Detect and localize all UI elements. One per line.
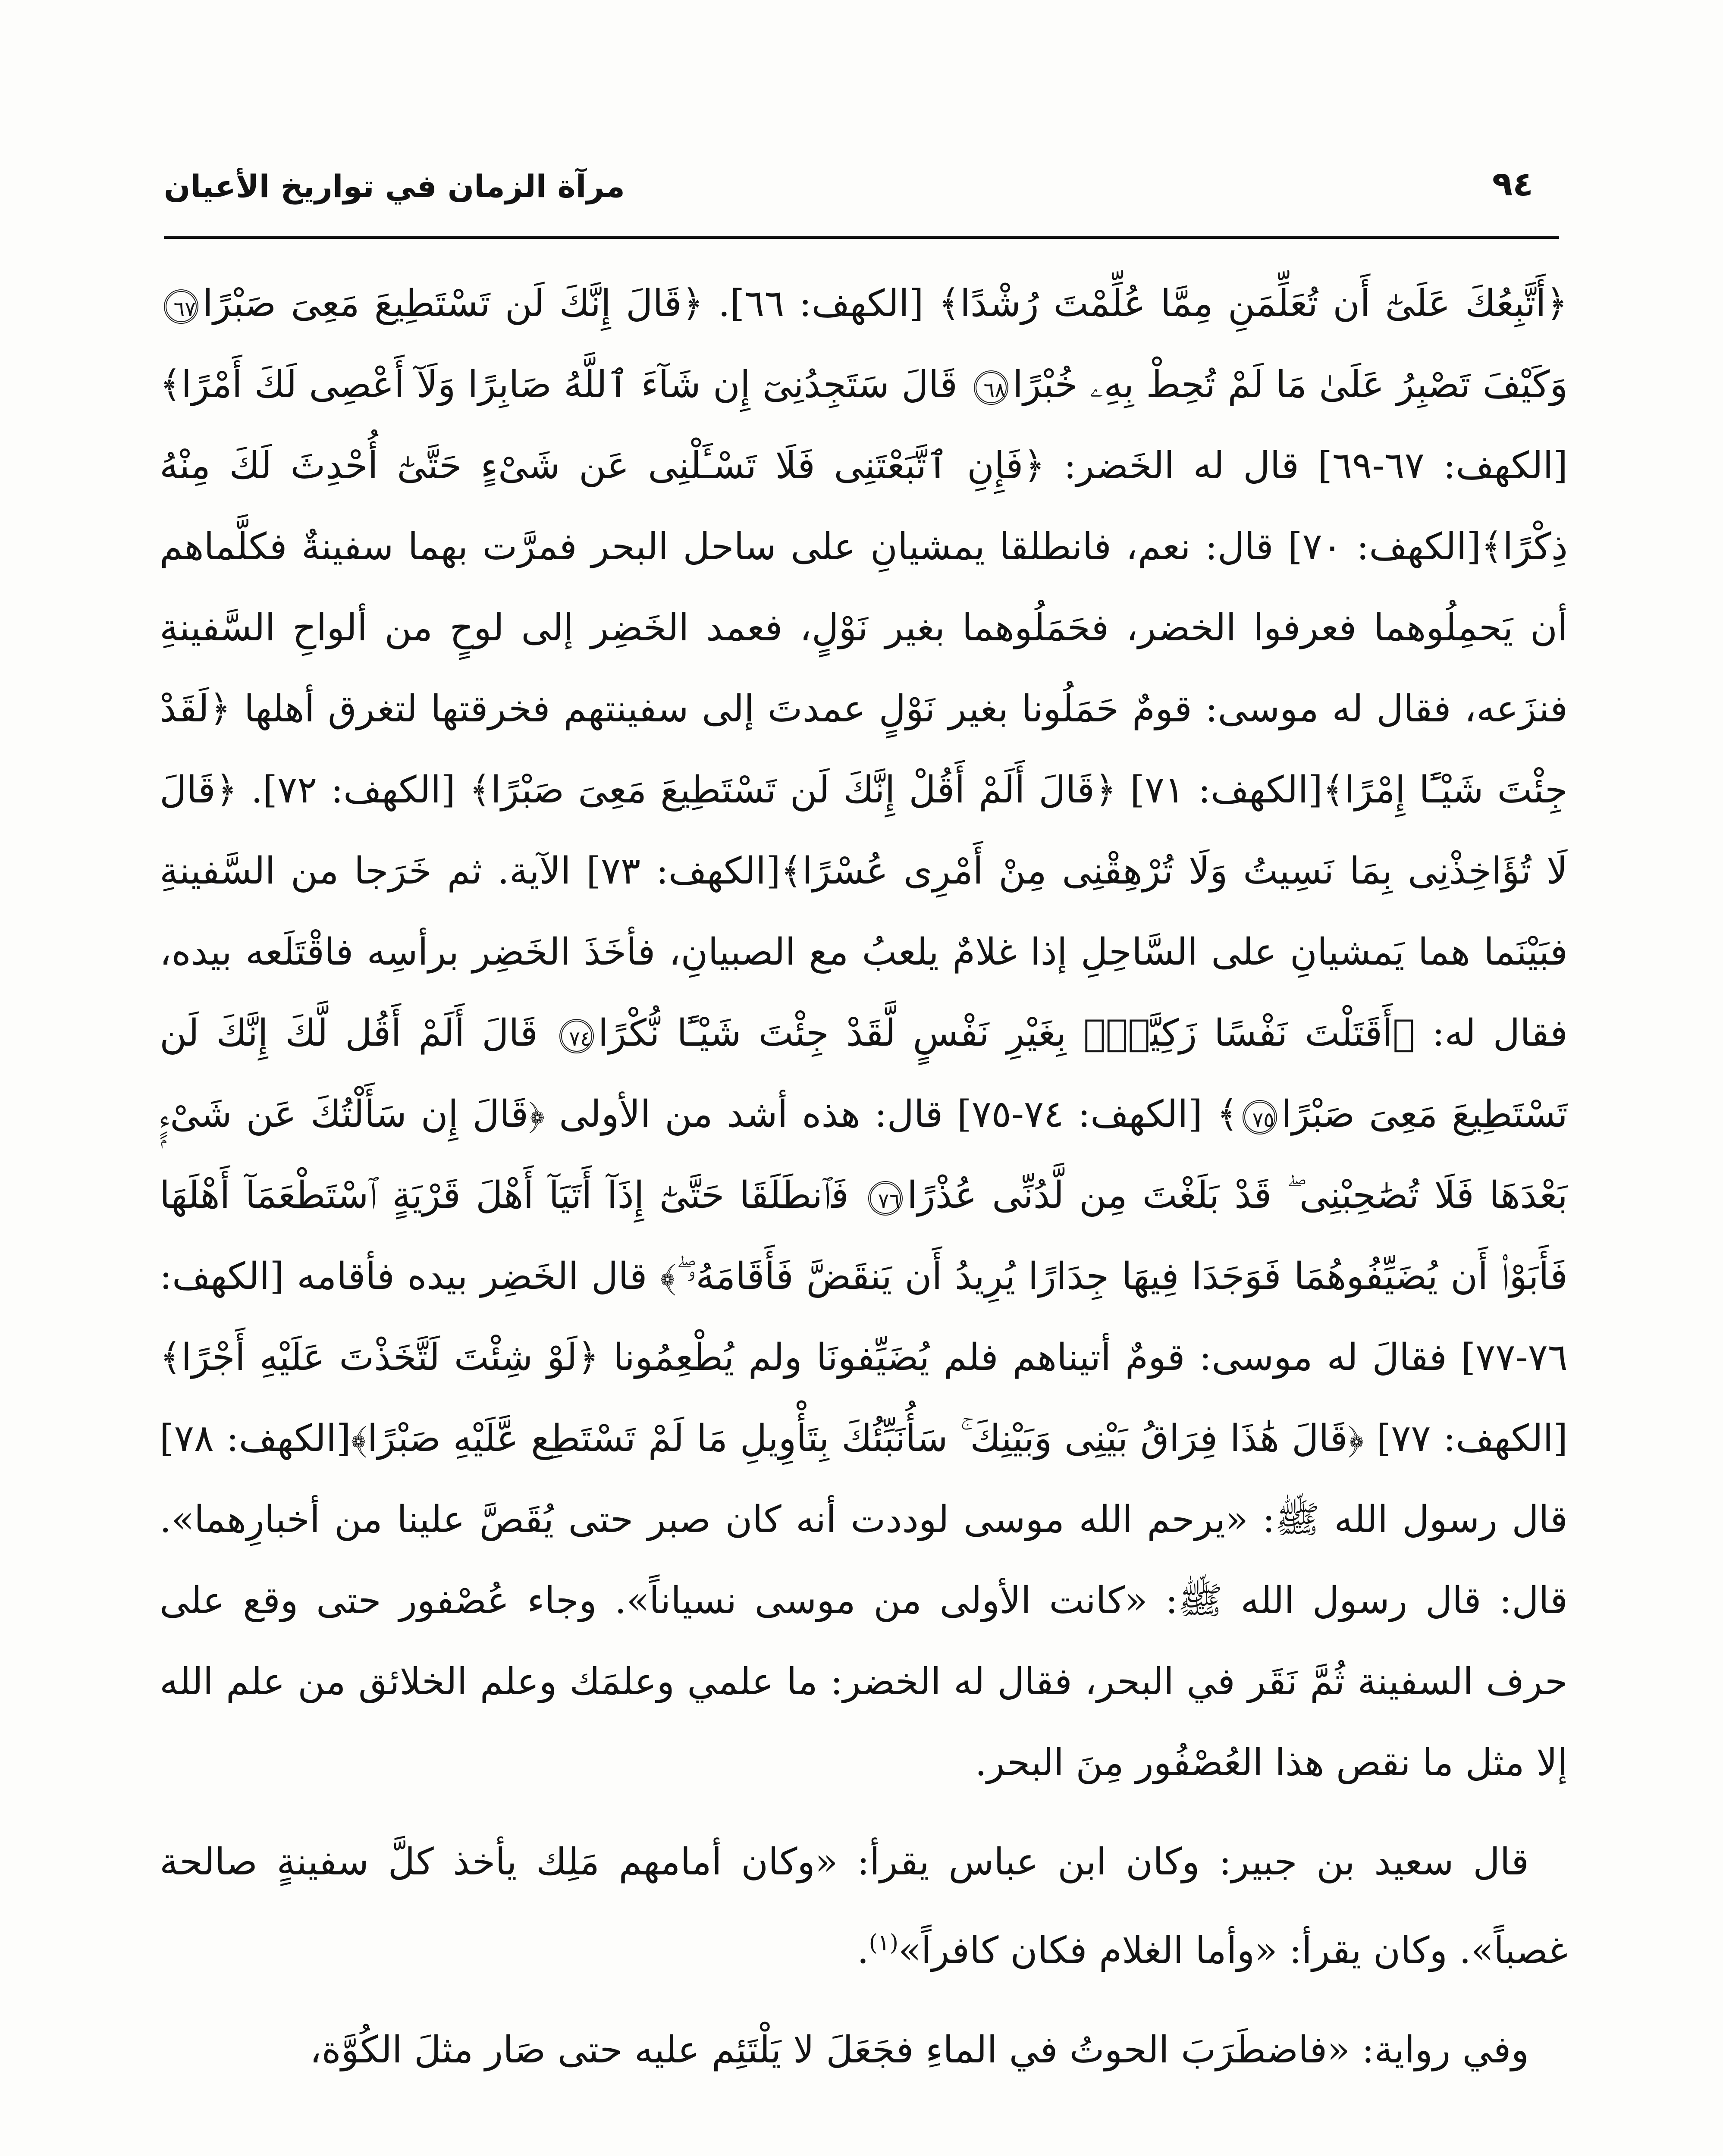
ayah-number-marker: ٧٦ (868, 1181, 903, 1216)
quran-verse: قَالَ أَلَمْ أَقُل لَّكَ إِنَّكَ لَن تَسْتَطِيعَ مَعِىَ صَبْرًا (160, 1012, 1568, 1136)
quran-verse: ﴿أَتَّبِعُكَ عَلَىٰٓ أَن تُعَلِّمَنِ مِمَّا عُلِّمْتَ رُشْدًا﴾ (938, 282, 1568, 325)
quran-verse: ﴿قَالَ إِنَّكَ لَن تَسْتَطِيعَ مَعِىَ صَبْرًا (203, 282, 704, 325)
body-text-run: وفي رواية: «فاضطَرَبَ الحوتُ في الماءِ فجَعَلَ لا يَلْتَئِم عليه حتى صَار مثلَ الكُوَّة، (309, 2028, 1529, 2071)
body-text-run: [الكهف: ٧٧] (1364, 1417, 1568, 1460)
body-text-run: . (857, 1929, 869, 1972)
quran-verse: وَكَيْفَ تَصْبِرُ عَلَىٰ مَا لَمْ تُحِطْ بِهِۦ خُبْرًا (1013, 363, 1568, 406)
book-title: مرآة الزمان في تواريخ الأعيان (164, 168, 625, 204)
header-rule (164, 236, 1559, 239)
body-text-run: قال سعيد بن جبير: وكان ابن عباس يقرأ: «وكان أمامهم مَلِك يأخذ كلَّ سفينةٍ صالحة غصباً». وكان يقرأ: «وأما الغلام فكان كافراً» (160, 1840, 1568, 1972)
body-text-run: [الكهف: ٦٦]. (703, 282, 938, 325)
ayah-number-marker: ٧٤ (559, 1019, 594, 1053)
body-text-run: [الكهف: ٧٢]. (237, 768, 469, 812)
body-text-run: [الكهف: ٧٨] قال رسول الله ﷺ: «يرحم الله موسى لوددت أنه كان صبر حتى يُقَصَّ علينا من أخبارِهما». قال: قال رسول الله ﷺ: «كانت الأولى من موسى نسياناً». وجاء عُصْفور حتى وقع على حرف السفينة ثُمَّ نَقَر في البحر، فقال له الخضر: ما علمي وعلمَك وعلم الخلائق من علم الله إلا مثل ما نقص هذا العُصْفُور مِنَ البحر. (160, 1417, 1568, 1784)
running-header (164, 155, 1559, 220)
body-text-run: [الكهف: ٧١] (1116, 768, 1323, 812)
quran-verse: ﴿لَقَدْ جِئْتَ شَيْـًٔا إِمْرًا﴾ (160, 687, 1568, 812)
quran-verse: قَالَ سَتَجِدُنِىٓ إِن شَآءَ ٱللَّهُ صَابِرًا وَلَآ أَعْصِى لَكَ أَمْرًا﴾ (160, 363, 970, 406)
ayah-number-marker: ٧٥ (1243, 1100, 1277, 1134)
body-text-run: [الكهف: ٧٤-٧٥] قال: هذه أشد من الأولى (545, 1093, 1217, 1136)
footnote-reference: (١) (869, 1930, 899, 1956)
quran-verse: ﴿قَالَ لَا تُؤَاخِذْنِى بِمَا نَسِيتُ وَلَا تُرْهِقْنِى مِنْ أَمْرِى عُسْرًا﴾ (160, 768, 1568, 893)
body-text-run: [الكهف: ٧٠] قال: نعم، فانطلقا يمشيانِ على ساحل البحر فمرَّت بهما سفينةٌ فكلَّماهم أن يَحمِلُوهما فعرفوا الخضر، فحَمَلُوهما بغير نَوْلٍ، فعمد الخَضِر إلى لوحٍ من ألواحِ السَّفينةِ فنزَعه، فقال له موسى: قومٌ حَمَلُونا بغير نَوْلٍ عمدتَ إلى سفينتهم فخرقتها لتغرق أهلها (160, 525, 1568, 730)
quran-verse: ﴿قَالَ أَلَمْ أَقُلْ إِنَّكَ لَن تَسْتَطِيعَ مَعِىَ صَبْرًا﴾ (469, 768, 1117, 812)
page-number: ٩٤ (1492, 165, 1533, 204)
body-text-run: [الكهف: ٧٣] الآية. ثم خَرَجا من السَّفينةِ فبَيْنَما هما يَمشيانِ على السَّاحِلِ إذا غلامٌ يلعبُ مع الصبيانِ، فأخَذَ الخَضِر برأسِه فاقْتَلَعه بيده، فقال له: (160, 849, 1568, 1055)
quran-verse: فَٱنطَلَقَا حَتَّىٰٓ إِذَآ أَتَيَآ أَهْلَ قَرْيَةٍ ٱسْتَطْعَمَآ أَهْلَهَا فَأَبَوْا۟ أَن يُضَيِّفُوهُمَا فَوَجَدَا فِيهَا جِدَارًا يُرِيدُ أَن يَنقَضَّ فَأَقَامَهُۥ ۖ﴾ (160, 1174, 1568, 1298)
quran-verse: ﴿قَالَ إِن سَأَلْتُكَ عَن شَىْءٍۭ بَعْدَهَا فَلَا تُصَٰحِبْنِى ۖ قَدْ بَلَغْتَ مِن لَّدُنِّى عُذْرًا (160, 1093, 1568, 1217)
paragraph (160, 263, 1568, 1803)
body-text-run: [الكهف: ٦٧-٦٩] قال له الخَضر: (1045, 444, 1568, 487)
paragraph (160, 2009, 1568, 2090)
quran-verse: ﴾ (1216, 1093, 1239, 1136)
ayah-number-marker: ٦٨ (974, 370, 1008, 405)
quran-verse: ﴿أَقَتَلْتَ نَفْسًا زَكِيَّةًۢ بِغَيْرِ نَفْسٍ لَّقَدْ جِئْتَ شَيْـًٔا نُّكْرًا (598, 1012, 1415, 1055)
quran-verse: ﴿قَالَ هَٰذَا فِرَاقُ بَيْنِى وَبَيْنِكَ ۚ سَأُنَبِّئُكَ بِتَأْوِيلِ مَا لَمْ تَسْتَطِع عَّلَيْهِ صَبْرًا﴾ (351, 1417, 1364, 1460)
paragraph (160, 1821, 1568, 1991)
ayah-number-marker: ٦٧ (164, 289, 198, 324)
quran-verse: ﴿لَوْ شِئْتَ لَتَّخَذْتَ عَلَيْهِ أَجْرًا﴾ (160, 1336, 599, 1379)
body-text-run: قال الخَضِر بيده فأقامه [الكهف: ٧٦-٧٧] فقالَ له موسى: قومٌ أتيناهم فلم يُضَيِّفونَا ولم يُطْعِمُونا (160, 1255, 1568, 1379)
quran-verse: ﴿فَإِنِ ٱتَّبَعْتَنِى فَلَا تَسْـَٔلْنِى عَن شَىْءٍ حَتَّىٰٓ أُحْدِثَ لَكَ مِنْهُ ذِكْرًا﴾ (160, 444, 1568, 568)
main-text (160, 263, 1568, 2109)
